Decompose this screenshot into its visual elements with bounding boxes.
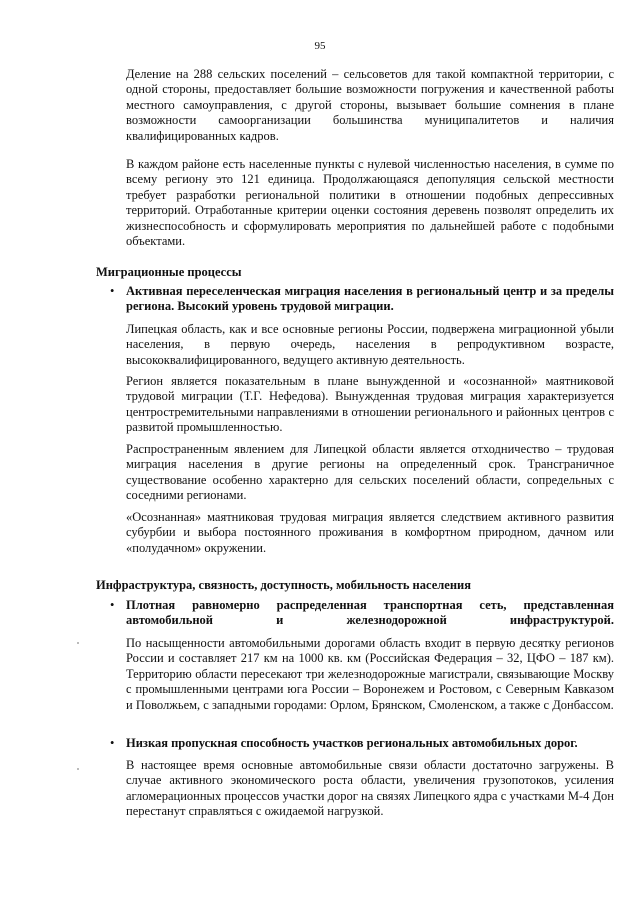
migration-paragraph-4: «Осознанная» маятниковая трудовая миграция является следствием активного развития субурбии и выбора постоянного проживания в комфортном природном, дачном или «полудачном» окружении. bbox=[126, 510, 614, 555]
bullet-icon: • bbox=[110, 598, 115, 612]
bullet-migration bbox=[110, 284, 614, 315]
scan-mark bbox=[77, 768, 79, 770]
infrastructure-paragraph-1: По насыщенности автомобильными дорогами область входит в первую десятку регионов России и составляет 217 км на 1000 кв. км (Российская Федерация – 32, ЦФО – 187 км). Территорию области пересекают три железнодорожные магистрали, связывающие Москву с промышленными центрами юга России – Воронежем и Ростовом, с Северным Кавказом и Поволжьем, с западными городами: Орлом, Брянском, Смоленском, а также с Донбассом. bbox=[126, 636, 614, 712]
bullet-transport-network bbox=[110, 598, 614, 629]
bullet-road-capacity bbox=[110, 736, 614, 751]
bullet-road-capacity-text: Низкая пропускная способность участков региональных автомобильных дорог. bbox=[126, 736, 578, 750]
page-number: 95 bbox=[314, 40, 326, 52]
bullet-migration-text: Активная переселенческая миграция населения в региональный центр и за пределы региона. Высокий уровень трудовой миграции. bbox=[126, 284, 614, 314]
migration-paragraph-1: Липецкая область, как и все основные регионы России, подвержена миграционной убыли населения, в первую очередь, населения в репродуктивном возрасте, высококвалифицированного, ведущего активную деятельность. bbox=[126, 322, 614, 367]
infrastructure-paragraph-2: В настоящее время основные автомобильные связи области достаточно загружены. В случае активного экономического роста области, увеличения грузопотоков, усиления агломерационных процессов участки дорог на связях Липецкого ядра с участками М-4 Дон перестанут справляться с ожидаемой нагрузкой. bbox=[126, 758, 614, 819]
bullet-icon: • bbox=[110, 284, 115, 298]
intro-paragraph-1: Деление на 288 сельских поселений – сельсоветов для такой компактной территории, с одной стороны, предоставляет большие возможности погружения и качественной работы местного самоуправления, с другой стороны, вызывает большие сомнения в плане возможности самоорганизации большинства муниципалитетов и наличия квалифицированных кадров. bbox=[126, 67, 614, 143]
intro-paragraph-2: В каждом районе есть населенные пункты с нулевой численностью населения, в сумме по всему региону это 121 единица. Продолжающаяся депопуляция сельской местности требует разработки региональной политики в отношении подобных депрессивных территорий. Отработанные критерии оценки состояния деревень позволят определить их жизнеспособность и сформулировать мероприятия по дальнейшей работе с подобными объектами. bbox=[126, 157, 614, 249]
scan-mark bbox=[77, 642, 79, 644]
section-heading-infrastructure: Инфраструктура, связность, доступность, мобильность населения bbox=[96, 578, 471, 592]
bullet-transport-network-text: Плотная равномерно распределенная транспортная сеть, представленная автомобильной и железнодорожной инфраструктурой. bbox=[126, 598, 614, 628]
migration-paragraph-2: Регион является показательным в плане вынужденной и «осознанной» маятниковой трудовой миграции (Т.Г. Нефедова). Вынужденная трудовая миграция характеризуется центростремительными направлениями в отношении регионального и районных центров с развитой промышленностью. bbox=[126, 374, 614, 435]
section-heading-migration: Миграционные процессы bbox=[96, 265, 242, 279]
bullet-icon: • bbox=[110, 736, 115, 750]
migration-paragraph-3: Распространенным явлением для Липецкой области является отходничество – трудовая миграция населения в другие регионы на определенный срок. Трансграничное существование особенно характерно для сельских поселений области, сопредельных с соседними регионами. bbox=[126, 442, 614, 503]
